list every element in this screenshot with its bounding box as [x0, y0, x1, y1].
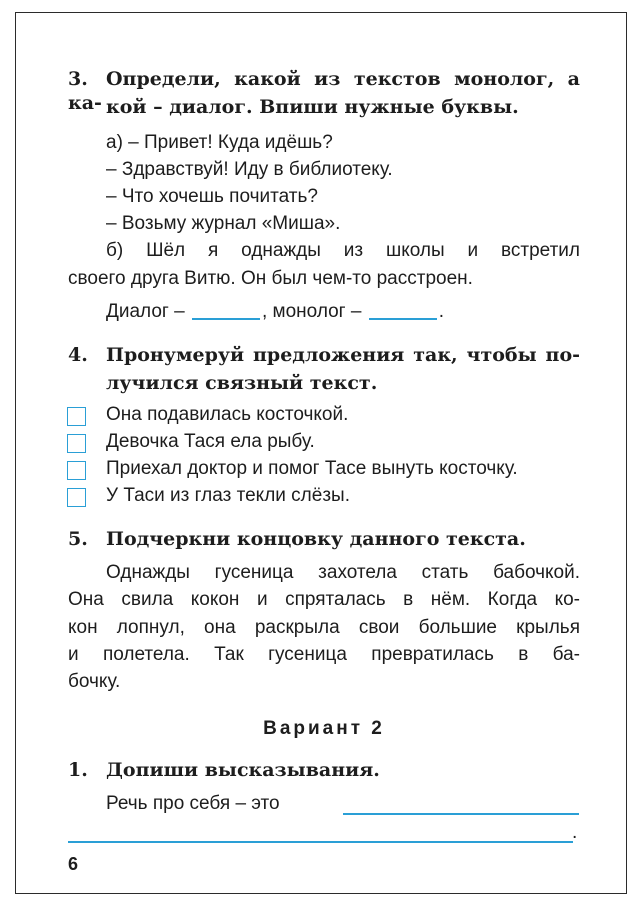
task3-a-line1: а) – Привет! Куда идёшь?: [106, 132, 333, 153]
task5-text-line2: Она свила кокон и спряталась в нём. Когда ко-: [68, 589, 580, 610]
task5-header: [68, 527, 526, 551]
workbook-page: [15, 12, 627, 894]
page-number: 6: [68, 854, 79, 874]
task5-number: 5.: [68, 528, 88, 550]
sentence-4: У Таси из глаз текли слёзы.: [106, 485, 350, 506]
task3-b-line1: б) Шёл я однажды из школы и встретил: [106, 240, 580, 261]
sentence-number-box-4[interactable]: [67, 488, 86, 507]
v2-task1-answer-line1[interactable]: [343, 813, 579, 815]
task5-text-line4: и полетела. Так гусеница превратилась в ба-: [68, 644, 580, 665]
task5-text-line5: бочку.: [68, 671, 121, 692]
task3-text-line2: кой – диалог. Впиши нужные буквы.: [106, 96, 519, 118]
v2-task1-prompt: Речь про себя – это: [106, 793, 280, 814]
variant-heading: Вариант 2: [263, 718, 385, 739]
v2-task1-number: 1.: [68, 759, 88, 781]
v2-task1-title: Допиши высказывания.: [106, 759, 380, 781]
task4-header-line1: [68, 343, 580, 367]
answer-end-period: .: [438, 301, 445, 322]
task3-answer-line: [106, 300, 444, 324]
task3-b-line2: своего друга Витю. Он был чем-то расстроен.: [68, 268, 473, 289]
v2-task1-header: [68, 758, 380, 782]
task5-text-line3: кон лопнул, она раскрыла свои большие крылья: [68, 617, 580, 638]
task4-number: 4.: [68, 344, 88, 366]
sentence-2: Девочка Тася ела рыбу.: [106, 431, 315, 452]
task3-number: 3.: [68, 68, 88, 90]
task3-text-line1: Определи, какой из текстов монолог, а ка-: [68, 68, 580, 114]
monolog-label: , монолог –: [261, 301, 362, 322]
v2-task1-end-period: .: [572, 822, 578, 843]
sentence-3: Приехал доктор и помог Тасе вынуть косточку.: [106, 458, 518, 479]
monolog-answer-blank[interactable]: [369, 318, 437, 320]
sentence-1: Она подавилась косточкой.: [106, 404, 349, 425]
task3-a-line2: – Здравствуй! Иду в библиотеку.: [106, 159, 393, 180]
task3-a-line3: – Что хочешь почитать?: [106, 186, 318, 207]
task3-a-line4: – Возьму журнал «Миша».: [106, 213, 341, 234]
task4-text-line1: Пронумеруй предложения так, чтобы по-: [106, 344, 580, 366]
task5-title: Подчеркни концовку данного текста.: [106, 528, 526, 550]
sentence-number-box-1[interactable]: [67, 407, 86, 426]
task4-text-line2: лучился связный текст.: [106, 372, 378, 394]
v2-task1-answer-line2[interactable]: [68, 841, 573, 843]
dialog-answer-blank[interactable]: [192, 318, 260, 320]
dialog-label: Диалог –: [106, 301, 185, 322]
sentence-number-box-3[interactable]: [67, 461, 86, 480]
task5-text-line1: Однажды гусеница захотела стать бабочкой.: [106, 562, 580, 583]
sentence-number-box-2[interactable]: [67, 434, 86, 453]
